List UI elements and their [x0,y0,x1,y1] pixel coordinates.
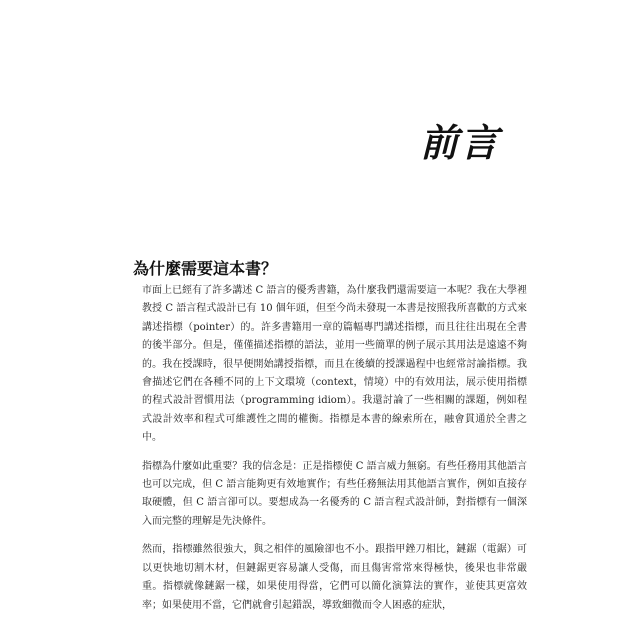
paragraph: 市面上已經有了許多講述 C 語言的優秀書籍，為什麼我們還需要這一本呢？我在大學裡教授 C 語言程式設計已有 10 個年頭，但至今尚未發現一本書是按照我所喜歡的方式來講述指標（pointer）的。許多書籍用一章的篇幅專門講述指標，而且往往出現在全書的後半部分。但是，僅僅描述指標的語法，並用一些簡單的例子展示其用法是遠遠不夠的。我在授課時，很早便開始講授指標，而且在後續的授課過程中也經常討論指標。我會描述它們在各種不同的上下文環境（context，情境）中的有效用法，展示使用指標的程式設計習慣用法（programming idiom）。我還討論了一些相關的課題，例如程式設計效率和程式可維護性之間的權衡。指標是本書的線索所在，融會貫通於全書之中。 [142,285,527,444]
paragraph: 然而，指標雖然很強大，與之相伴的風險卻也不小。跟指甲銼刀相比，鏈鋸（電鋸）可以更快地切割木材，但鏈鋸更容易讓人受傷，而且傷害常常來得極快，後果也非常嚴重。指標就像鏈鋸一樣，如果使用得當，它們可以簡化演算法的實作，並使其更富效率；如果使用不當，它們就會引起錯誤，導致細微而令人困惑的症狀， [142,544,527,611]
chapter-title: 前言 [420,120,501,165]
body-text [142,282,527,625]
paragraph: 指標為什麼如此重要？我的信念是：正是指標使 C 語言威力無窮。有些任務用其他語言也可以完成，但 C 語言能夠更有效地實作；有些任務無法用其他語言實作，例如直接存取硬體，但 C 語言卻可以。要想成為一名優秀的 C 語言程式設計師，對指標有一個深入而完整的理解是先決條件。 [142,460,527,527]
section-heading: 為什麼需要這本書？ [133,259,278,278]
